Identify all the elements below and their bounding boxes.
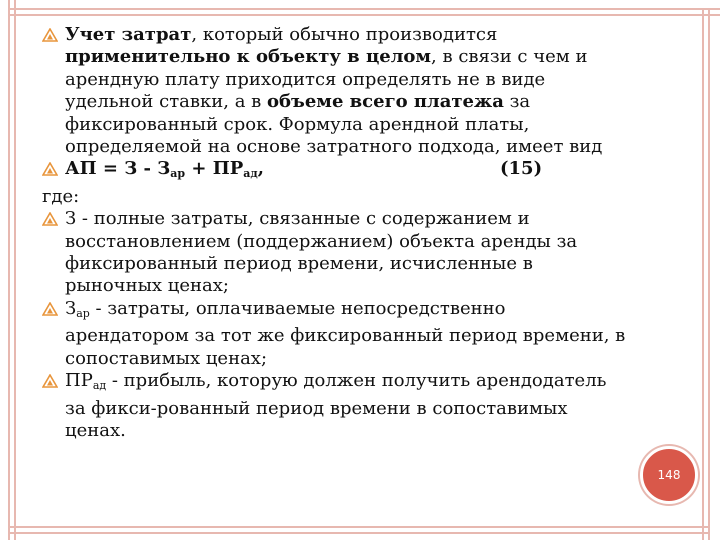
bold-text: Учет затрат xyxy=(65,24,192,45)
frame-right-border xyxy=(702,8,710,540)
text: - прибыль, которую должен получить арендодатель за фикси-рованный период времени в сопоставимых ценах. xyxy=(65,370,607,441)
where-label: где: xyxy=(42,185,80,207)
list-item-cost-accounting xyxy=(42,24,632,158)
slide-content xyxy=(42,24,632,442)
formula-main: АП = З - З xyxy=(65,158,171,180)
term: ПР xyxy=(65,370,93,392)
formula-number: (15) xyxy=(500,158,543,180)
term: З xyxy=(65,297,77,319)
bullet-icon xyxy=(42,302,58,316)
formula-mid: + ПР xyxy=(185,158,244,180)
formula-end: , xyxy=(257,158,264,180)
text: - затраты, оплачиваемые непосредственно арендатором за тот же фиксированный период времени, в сопоставимых ценах; xyxy=(65,297,626,369)
list-item-landlord-profit xyxy=(42,370,632,442)
term-subscript: ар xyxy=(76,306,90,320)
page-number-badge xyxy=(640,446,698,504)
term-subscript: ад xyxy=(92,379,107,393)
bold-text: применительно к объекту в целом xyxy=(65,46,432,68)
bold-text: объеме всего платежа xyxy=(267,91,504,113)
text: , который обычно производится xyxy=(191,24,498,45)
frame-top-border xyxy=(8,8,720,16)
text: , в связи с чем и арендную плату приходится определять не в виде удельной ставки, а в xyxy=(65,46,588,113)
list-item-full-costs xyxy=(42,208,632,298)
formula-subscript: ар xyxy=(170,167,186,181)
text: за фиксированный срок. Формула арендной платы, определяемой на основе затратного подхода, имеет вид xyxy=(65,91,603,158)
bullet-icon xyxy=(42,374,58,388)
frame-left-border xyxy=(8,0,16,540)
bullet-icon xyxy=(42,28,58,42)
bullet-icon xyxy=(42,212,58,226)
frame-bottom-border xyxy=(8,526,710,534)
formula-subscript: ад xyxy=(243,167,258,181)
page-number: 148 xyxy=(657,468,681,482)
bullet-icon xyxy=(42,162,58,176)
text: З - полные затраты, связанные с содержанием и восстановлением (поддержанием) объекта аренды за фиксированный период времени, исчисленные в рыночных ценах; xyxy=(65,208,578,297)
list-item-formula xyxy=(42,158,632,185)
list-item-tenant-costs xyxy=(42,298,632,370)
